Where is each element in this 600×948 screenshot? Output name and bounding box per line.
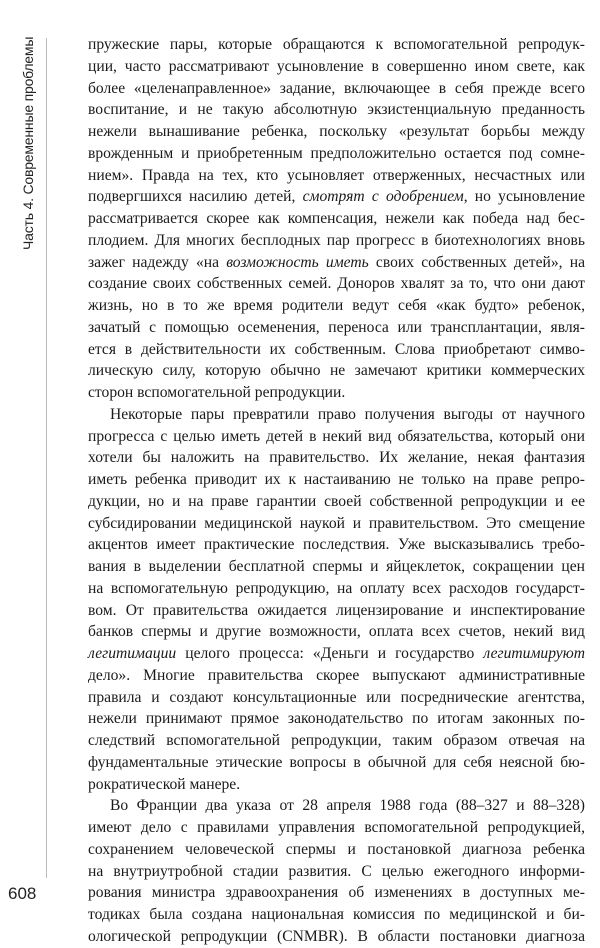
page-number: 608 (8, 884, 37, 903)
text: вания в выделении бесплатной спермы и яйцеклеток, сокращении цен (88, 558, 585, 575)
text: следствий вспомогательной репродукции, таким образом отвечая на (88, 732, 585, 749)
text-line (88, 230, 585, 252)
text: воспитание, и не такую абсолютную экзистенциальную преданность (88, 101, 585, 119)
text: сторон вспомогательной репродукции. (88, 384, 346, 401)
text-line (88, 708, 585, 730)
text: ется в действительности их собственным. Слова приобретают симво- (88, 340, 585, 358)
text: нежели принимают прямое законодательство по итогам законных по- (88, 710, 585, 728)
text: иметь ребенка приводит их к настаиванию не только на праве репро- (88, 471, 585, 488)
text: тодиках была создана национальная комиссия по медицинской и би- (88, 906, 585, 923)
text: своих собственных детей», на (368, 253, 586, 271)
text-line (88, 904, 585, 926)
text-line (88, 382, 585, 404)
text-line (88, 339, 585, 361)
text: подвергшихся насилию детей, (88, 188, 303, 206)
text-line (88, 56, 585, 78)
text-line (88, 491, 585, 513)
italic-text: возможность иметь (226, 253, 369, 271)
text-line (88, 99, 585, 121)
text: нием». Правда на тех, кто усыновляет отверженных, несчастных или (88, 166, 585, 184)
text: создание своих собственных семей. Доноров хвалят за то, что они дают (88, 275, 585, 293)
text-line (88, 317, 585, 339)
text: более «целенаправленное» задание, включающее в себя прежде всего (88, 79, 585, 97)
text: правила и создают консультационные или посреднические агентства, (88, 688, 585, 706)
text: ологической репродукции (CNMBR). В области постановки диагноза (88, 927, 585, 945)
text-line (88, 469, 585, 491)
text: акцентов имеет практические последствия. Уже высказывались требо- (88, 536, 585, 554)
text-line (88, 882, 585, 904)
text-line (88, 600, 585, 622)
text: сохранением человеческой спермы и постановкой диагноза ребенка (88, 840, 585, 858)
paragraph (88, 795, 585, 947)
margin-rule (46, 38, 47, 878)
text-line (88, 34, 585, 56)
text: зачатый с помощью осеменения, переноса или трансплантации, явля- (88, 318, 585, 336)
paragraph (88, 404, 585, 796)
text: дукции, но и на праве гарантии своей собственной репродукции и ее (88, 492, 585, 510)
italic-text: легитимации (88, 645, 177, 662)
text: на внутриутробной стадии развития. С целью ежегодного информи- (88, 862, 585, 880)
text: на вспомогательную репродукцию, на оплату всех расходов государст- (88, 579, 585, 597)
text-line (88, 861, 585, 883)
text: жизнь, но в то же время родители ведут себя «как будто» ребенок, (88, 297, 585, 314)
text-line (88, 121, 585, 143)
text-line (88, 534, 585, 556)
italic-text: смотрят с одобрением (302, 188, 464, 206)
text-line (88, 273, 585, 295)
text-line (88, 621, 585, 643)
running-head: Часть 4. Современные проблемы (20, 36, 36, 250)
text-line (88, 295, 585, 317)
text-line (88, 208, 585, 230)
text-line (88, 578, 585, 600)
text: лическую силу, которую обычно не замечают критики коммерческих (88, 362, 585, 380)
text-line (88, 556, 585, 578)
text: рования министра здравоохранения об изменениях в доступных ме- (88, 884, 585, 902)
text: пружеские пары, которые обращаются к вспомогательной репродук- (88, 36, 585, 53)
text: Некоторые пары превратили право получения выгоды от научного (110, 405, 585, 423)
text-line (88, 513, 585, 535)
text: врожденным и приобретенным предположительно остается под сомне- (88, 144, 585, 162)
text: имеют дело с правилами управления вспомогательной репродукцией, (88, 819, 585, 836)
text: нежели вынашивание ребенка, поскольку «результат борьбы между (88, 123, 585, 140)
text-line (88, 839, 585, 861)
text: прогресса с целью иметь детей в некий вид обязательства, который они (88, 427, 585, 445)
text-line (88, 774, 585, 796)
text: вом. От правительства ожидается лицензирование и инспектирование (88, 601, 585, 619)
text: , но усыновление (463, 188, 585, 206)
text-line (88, 447, 585, 469)
text-line (88, 643, 585, 665)
text-line (88, 795, 585, 817)
text-line (88, 687, 585, 709)
text-line (88, 730, 585, 752)
text: зажег надежду «на (88, 253, 227, 271)
text: рассматривается скорее как компенсация, нежели как победа над бес- (88, 210, 585, 227)
text-line (88, 817, 585, 839)
text: Во Франции два указа от 28 апреля 1988 года (88–327 и 88–328) (110, 797, 585, 815)
text: дело». Многие правительства скорее выпускают административные (88, 666, 585, 684)
text: хотели бы наложить на правительство. Их желание, некая фантазия (88, 449, 585, 467)
text-line (88, 926, 585, 948)
text: банков спермы и другие возможности, оплата всех счетов, некий вид (88, 623, 585, 641)
text-line (88, 404, 585, 426)
text-line (88, 186, 585, 208)
text-line (88, 752, 585, 774)
text-line (88, 143, 585, 165)
text-line (88, 165, 585, 187)
text-line (88, 426, 585, 448)
text-line (88, 78, 585, 100)
text: плодием. Для многих бесплодных пар прогресс в биотехнологиях вновь (88, 231, 585, 249)
text: рократической манере. (88, 775, 241, 793)
paragraph (88, 34, 585, 404)
text-line (88, 252, 585, 274)
text: ции, часто рассматривают усыновление в совершенно ином свете, как (88, 57, 585, 75)
italic-text: легитимируют (483, 645, 585, 662)
text: фундаментальные этические вопросы в обычной для себя неясной бю- (88, 753, 585, 771)
text: целого процесса: «Деньги и государство (176, 645, 484, 662)
text-line (88, 665, 585, 687)
page-body (88, 34, 585, 948)
text-line (88, 360, 585, 382)
text: субсидировании медицинской наукой и правительством. Это смещение (88, 514, 585, 532)
